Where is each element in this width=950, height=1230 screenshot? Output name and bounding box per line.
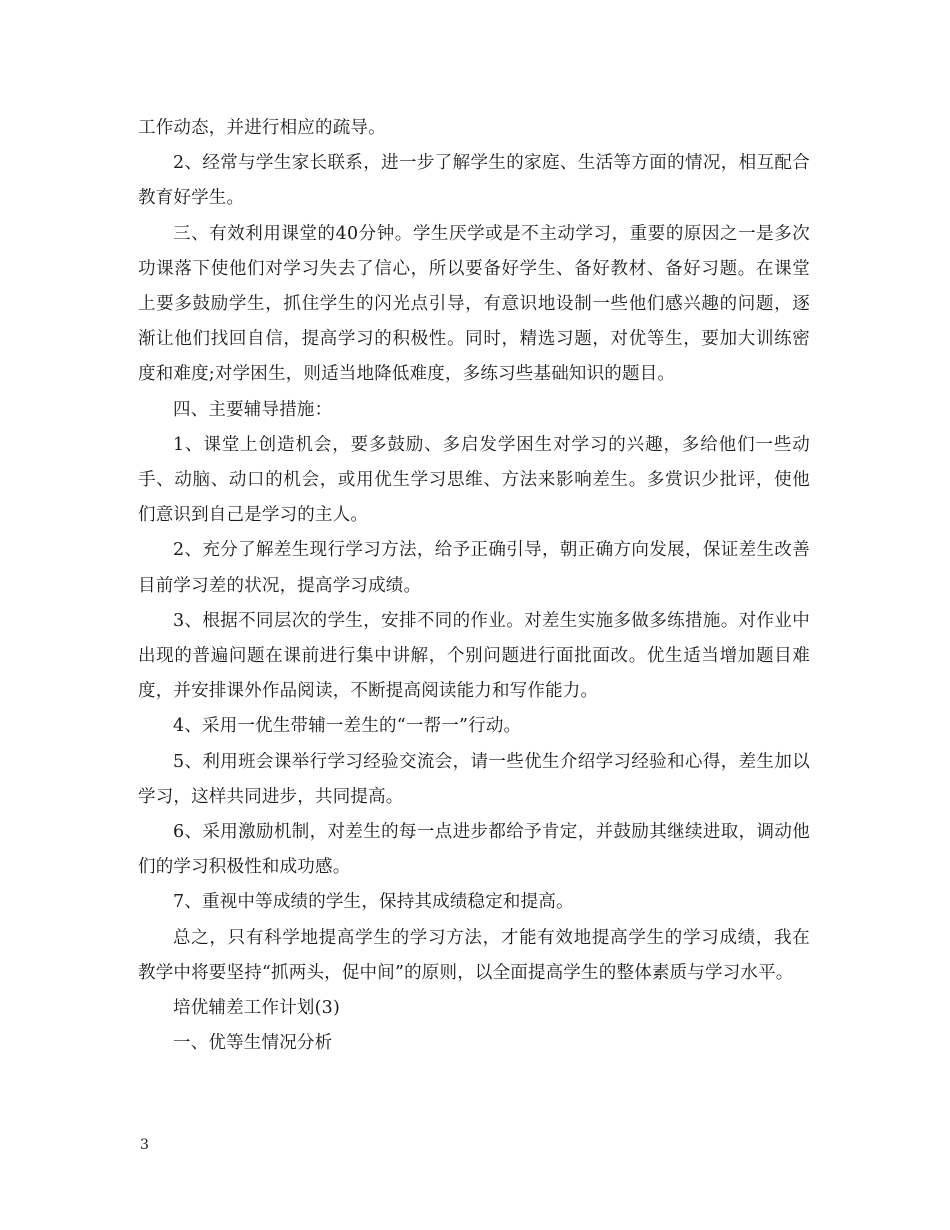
heading-section-one: 一、优等生情况分析 (173, 1033, 333, 1054)
heading-section-four: 四、主要辅导措施： (173, 399, 333, 420)
list-item-3: 3、根据不同层次的学生，安排不同的作业。对差生实施多做多练措施。对作业中出现的普遍问题在课前进行集中讲解，个别问题进行面批面改。优生适当增加题目难度，并安排课外作品阅读，不断提高阅读能力和写作能力。 (138, 610, 810, 702)
paragraph-parent-contact: 2、经常与学生家长联系，进一步了解学生的家庭、生活等方面的情况，相互配合教育好学生。 (138, 153, 810, 209)
list-item-7: 7、重视中等成绩的学生，保持其成绩稳定和提高。 (173, 892, 574, 913)
list-item-4: 4、采用一优生带辅一差生的“一帮一”行动。 (173, 716, 522, 737)
paragraph-section-three: 三、有效利用课堂的40分钟。学生厌学或是不主动学习，重要的原因之一是多次功课落下使他们对学习失去了信心，所以要备好学生、备好教材、备好习题。在课堂上要多鼓励学生，抓住学生的闪光点引导，有意识地设制一些他们感兴趣的问题，逐渐让他们找回自信，提高学习的积极性。同时，精选习题，对优等生，要加大训练密度和难度;对学困生，则适当地降低难度，多练习些基础知识的题目。 (138, 223, 810, 385)
list-item-2: 2、充分了解差生现行学习方法，给予正确引导，朝正确方向发展，保证差生改善目前学习差的状况，提高学习成绩。 (138, 540, 810, 596)
page-number: 3 (140, 1137, 149, 1153)
paragraph-conclusion: 总之，只有科学地提高学生的学习方法，才能有效地提高学生的学习成绩，我在教学中将要坚持“抓两头，促中间”的原则，以全面提高学生的整体素质与学习水平。 (138, 927, 810, 983)
plan-title: 培优辅差工作计划(3) (173, 998, 340, 1019)
list-item-5: 5、利用班会课举行学习经验交流会，请一些优生介绍学习经验和心得，差生加以学习，这样共同进步，共同提高。 (138, 751, 810, 807)
paragraph-continuation: 工作动态，并进行相应的疏导。 (138, 118, 386, 138)
list-item-1: 1、课堂上创造机会，要多鼓励、多启发学困生对学习的兴趣，多给他们一些动手、动脑、动口的机会，或用优生学习思维、方法来影响差生。多赏识少批评，使他们意识到自己是学习的主人。 (138, 434, 810, 526)
list-item-6: 6、采用激励机制，对差生的每一点进步都给予肯定，并鼓励其继续进取，调动他们的学习积极性和成功感。 (138, 822, 810, 878)
body-text (138, 111, 810, 1061)
